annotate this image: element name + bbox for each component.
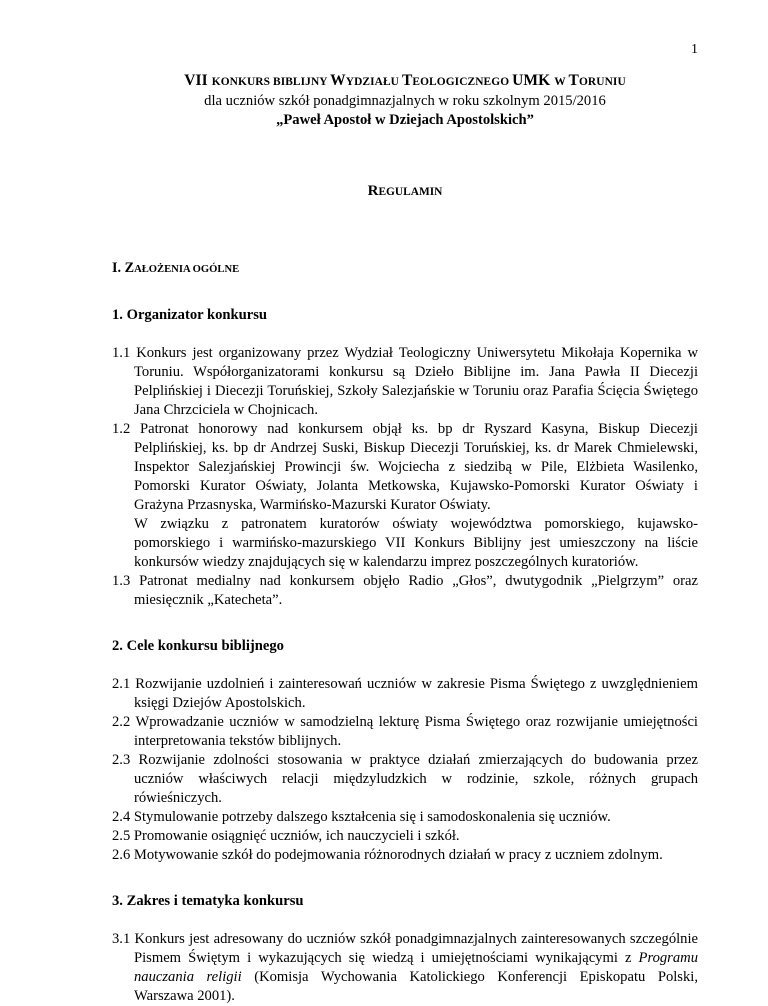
title-part: UMK (512, 72, 555, 89)
list-item: 2.6 Motywowanie szkół do podejmowania różnorodnych działań w pracy z uczniem zdolnym. (112, 847, 663, 863)
list-item: 2.4 Stymulowanie potrzeby dalszego kształcenia się i samodoskonalenia się uczniów. (112, 809, 611, 825)
title-part: YDZIAŁU (345, 76, 402, 88)
document-body (112, 71, 698, 1006)
page-number: 1 (691, 42, 698, 57)
title-part: VII (184, 72, 212, 89)
list-item: 2.5 Promowanie osiągnięć uczniów, ich nauczycieli i szkół. (112, 828, 460, 844)
section-initial: I. Z (112, 260, 135, 276)
text-run: (Komisja Wychowania Katolickiego Konferencji Episkopatu Polski, Warszawa 2001). (134, 969, 698, 1004)
list-item: 1.1 Konkurs jest organizowany przez Wydział Teologiczny Uniwersytetu Mikołaja Kopernika w Toruniu. Współorganizatorami konkursu są Dzieło Biblijne im. Jana Pawła II Diecezji Pelplińskiej i Diecezji Toruńskiej, Szkoły Salezjańskie w Toruniu oraz Parafia Ścięcia Świętego Jana Chrzciciela w Chojnicach. (112, 345, 698, 418)
program-title: Programu nauczania religii (134, 950, 698, 985)
document-title (112, 71, 698, 92)
list-item: 2.3 Rozwijanie zdolności stosowania w praktyce działań zmierzających do budowania przez uczniów właściwych relacji międzyludzkich w rodzinie, szkole, różnych grupach rówieśniczych. (112, 752, 698, 806)
list-item: 1.3 Patronat medialny nad konkursem objęło Radio „Głos”, dwutygodnik „Pielgrzym” oraz miesięcznik „Katecheta”. (112, 573, 698, 608)
title-part: KONKURS BIBLIJNY (211, 76, 331, 88)
title-part: T (568, 72, 579, 89)
list-item: 2.1 Rozwijanie uzdolnień i zainteresowań uczniów w zakresie Pisma Świętego z uwzględnieniem księgi Dziejów Apostolskich. (112, 676, 698, 711)
heading-scope: 3. Zakres i tematyka konkursu (112, 893, 304, 909)
section-rest: AŁOŻENIA OGÓLNE (134, 264, 240, 275)
list-goals (112, 675, 698, 865)
heading-rest: EGULAMIN (378, 186, 443, 198)
list-organizer (112, 344, 698, 610)
list-item: 2.2 Wprowadzanie uczniów w samodzielną lekturę Pisma Świętego oraz rozwijanie umiejętności interpretowania tekstów biblijnych. (112, 714, 698, 749)
title-part: ORUNIU (578, 76, 626, 88)
heading-organizer: 1. Organizator konkursu (112, 307, 268, 323)
document-subtitle: dla uczniów szkół ponadgimnazjalnych w roku szkolnym 2015/2016 (204, 93, 606, 109)
title-part: W (554, 76, 569, 88)
title-part: EOLOGICZNEGO (412, 76, 513, 88)
list-item: 1.2 Patronat honorowy nad konkursem objął ks. bp dr Ryszard Kasyna, Biskup Diecezji Pelplińskiej, ks. bp dr Andrzej Suski, Biskup Diecezji Toruńskiej, ks. dr Marek Chmielewski, Inspektor Salezjańskiej Prowincji św. Wojciecha z siedzibą w Pile, Elżbieta Wasilenko, Pomorski Kurator Oświaty, Jolanta Metkowska, Kujawsko-Pomorski Kurator Oświaty i Grażyna Przasnyska, Warmińsko-Mazurski Kurator Oświaty. (112, 421, 698, 513)
text-run: 3.1 Konkurs jest adresowany do uczniów szkół ponadgimnazjalnych zainteresowanych szczególnie Pismem Świętym i wykazujących się wiedzą i umiejętnościami wynikającymi z (112, 931, 698, 966)
heading-initial: R (367, 183, 379, 199)
list-item-continuation: W związku z patronatem kuratorów oświaty województwa pomorskiego, kujawsko-pomorskiego i warmińsko-mazurskiego VII Konkurs Biblijny jest umieszczony na liście konkursów wiedzy znajdujących się w kalendarzu imprez poszczególnych kuratoriów. (134, 516, 698, 570)
list-scope (112, 930, 698, 1006)
title-part: T (401, 72, 413, 89)
regulamin-heading (112, 182, 698, 202)
section-title (112, 259, 698, 279)
title-part: W (330, 72, 346, 89)
list-item (112, 930, 698, 1006)
document-theme: „Paweł Apostoł w Dziejach Apostolskich” (276, 112, 534, 128)
heading-goals: 2. Cele konkursu biblijnego (112, 638, 284, 654)
